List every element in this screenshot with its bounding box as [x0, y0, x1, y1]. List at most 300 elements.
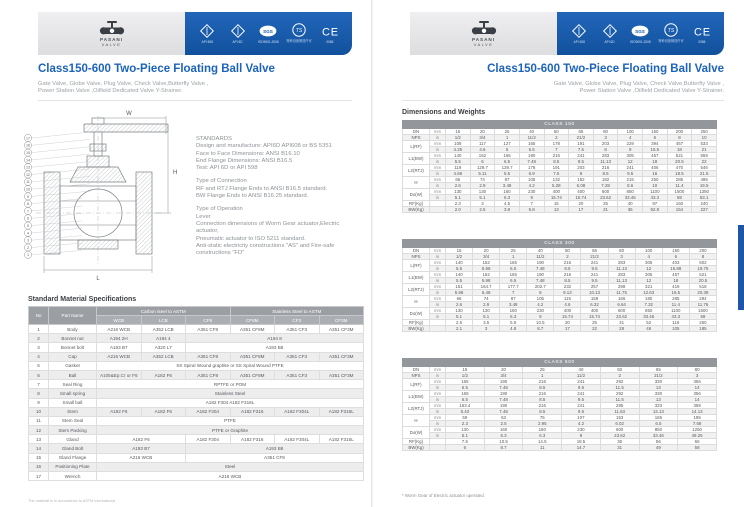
dim-value: 16.5	[662, 290, 689, 296]
part-name: Bonnet bolt	[49, 343, 97, 352]
dim-value: 119	[446, 165, 471, 171]
dim-value: 4	[635, 254, 662, 260]
material-grade-header: CF8	[186, 316, 231, 325]
dim-value: 241	[618, 165, 643, 171]
dim-value: 75	[523, 415, 562, 421]
dim-value: 7.5	[446, 439, 485, 445]
callout-number: 11	[26, 180, 30, 185]
dim-value: 292	[600, 391, 639, 397]
dim-value: 15.74	[544, 195, 569, 201]
unit-label: mm	[430, 248, 446, 254]
dim-value: 23.62	[608, 314, 635, 320]
ce-mark-icon	[693, 24, 711, 38]
dim-value: 160	[495, 189, 520, 195]
part-name: Gland	[49, 435, 97, 444]
callout-number: 12	[26, 172, 30, 177]
dim-value: 118	[662, 320, 689, 326]
dim-value: 21	[692, 147, 717, 153]
part-number: 2	[29, 334, 49, 343]
standards-line: Lever	[196, 213, 211, 220]
dim-value: 15	[446, 248, 473, 254]
dim-value: 11	[523, 445, 562, 451]
dim-value: 115	[554, 296, 581, 302]
dim-value: 5.1	[473, 314, 500, 320]
dim-value: 13.13	[639, 409, 678, 415]
dim-value: 3	[470, 201, 495, 207]
standards-line: RF and RTJ Flange Ends to ANSI B16.5 standard.	[196, 185, 328, 192]
dim-value: 9.5	[562, 409, 601, 415]
dim-value: 150	[662, 248, 689, 254]
dim-value: 241	[562, 379, 601, 385]
dim-value: 33.46	[639, 433, 678, 439]
callout-leader	[32, 154, 90, 160]
dim-value: 49.25	[678, 433, 717, 439]
material-value: A182 F6	[141, 407, 186, 416]
unit-label: in	[430, 433, 446, 439]
dim-value: 295	[600, 403, 639, 409]
material-value: A351 CF3M	[319, 325, 364, 334]
material-value: A351 CF8	[186, 453, 364, 462]
dim-value: 14	[678, 385, 717, 391]
api-monogram-icon	[572, 24, 586, 38]
dim-value: 130	[446, 189, 471, 195]
dim-value: 18.5	[562, 439, 601, 445]
dim-value: 7.32	[635, 302, 662, 308]
badge-ts	[656, 23, 686, 44]
unit-label: in	[430, 421, 446, 427]
dim-value: 283	[608, 260, 635, 266]
dim-value: 66	[446, 296, 473, 302]
subtitle-line: Gate Valve, Globe Valve, Plug Valve, Check Valve,Butterfly Valve ,	[38, 81, 209, 87]
material-value: A351 CF3M	[319, 370, 364, 379]
badge-api-608	[564, 24, 594, 44]
dim-value: 11.75	[608, 290, 635, 296]
material-value: A182 F316L	[319, 407, 364, 416]
dimensions-table	[402, 120, 717, 213]
table-row	[29, 472, 364, 481]
dim-value: 229	[618, 141, 643, 147]
dim-value: 50	[544, 129, 569, 135]
dim-value: 216	[523, 379, 562, 385]
dim-value: 600	[593, 189, 618, 195]
dim-value: 9	[618, 147, 643, 153]
standards-line: Face to Face Dimensions: ANSI B16.10	[196, 150, 300, 157]
dim-value: 241	[581, 272, 608, 278]
dim-value: 6.5	[500, 278, 527, 284]
dim-value: 2.6	[446, 183, 471, 189]
spec-label: L2(RTJ)	[403, 165, 430, 177]
unit-label: in	[430, 159, 446, 165]
dim-value: 3/4	[484, 373, 523, 379]
material-value: A351 CF8	[186, 370, 231, 379]
dim-value: 7.48	[484, 385, 523, 391]
dim-value: 15.74	[569, 195, 594, 201]
dim-value: 164.7	[473, 284, 500, 290]
dim-value: 25	[500, 248, 527, 254]
material-table-title: Standard Material Specifications	[28, 296, 137, 303]
dim-value: 8.5	[554, 278, 581, 284]
badge-label: 0086	[698, 39, 706, 44]
dim-value: 140	[446, 272, 473, 278]
callout-leader	[32, 147, 90, 153]
sgs-oval-icon	[631, 24, 649, 38]
spec-label: L1(BW)	[403, 272, 430, 284]
dim-value: 40	[618, 201, 643, 207]
dim-value: 5.11	[470, 171, 495, 177]
dim-value: 15.74	[554, 314, 581, 320]
dim-value: 3	[608, 254, 635, 260]
dim-value: 80	[593, 129, 618, 135]
unit-label: in	[430, 171, 446, 177]
dim-value: 6.32	[581, 302, 608, 308]
material-grade-header: CF3	[275, 316, 320, 325]
dim-value: 850	[639, 427, 678, 433]
subtitle-line: Power Station Valve ,Oilfield Dedicated Valve Y-Strainer.	[579, 88, 724, 94]
material-value: A216 WCB	[97, 453, 186, 462]
svg-text:CE: CE	[322, 26, 340, 38]
part-name: Ball	[49, 370, 97, 379]
badge-ce	[687, 24, 717, 44]
dim-value: 15	[544, 201, 569, 207]
dim-value: 5.1	[446, 195, 471, 201]
dim-value: 190	[484, 391, 523, 397]
dim-value: 33.46	[618, 195, 643, 201]
dim-value: 8.6	[618, 183, 643, 189]
unit-label: in	[430, 254, 446, 260]
dim-value: 160	[667, 201, 692, 207]
material-value: A352 LCB	[141, 325, 186, 334]
dim-value: 2.3	[446, 421, 485, 427]
dim-value: 59	[446, 415, 485, 421]
dim-value: 7.48	[484, 397, 523, 403]
dim-value: 283	[593, 153, 618, 159]
callout-number: 8	[27, 202, 29, 207]
dim-value: 28	[608, 326, 635, 332]
dim-value: 215	[618, 177, 643, 183]
dim-value: 15.88	[662, 266, 689, 272]
spec-label: Do(W)	[403, 189, 430, 201]
svg-text:TS: TS	[296, 28, 303, 34]
badge-label: ISO9001-2008	[630, 39, 651, 44]
dim-value: 3.8	[495, 207, 520, 213]
spec-label: Do(W)	[403, 308, 430, 320]
dim-value: 100	[618, 129, 643, 135]
dim-value: 285	[662, 296, 689, 302]
part-name: Small ball	[49, 398, 97, 407]
dim-value: 191	[569, 141, 594, 147]
unit-label: in	[430, 183, 446, 189]
dim-value: 20	[484, 367, 523, 373]
dim-value: 502	[689, 260, 716, 266]
unit-label: in	[430, 135, 446, 141]
dim-l-label: L	[96, 276, 100, 282]
dim-value: 6.3	[500, 314, 527, 320]
dim-value: 7.68	[678, 421, 717, 427]
dim-value: 6	[643, 135, 668, 141]
dim-value: 4.6	[554, 302, 581, 308]
dim-value: 4.2	[519, 183, 544, 189]
spec-label: BW(Kg)	[403, 326, 430, 332]
dim-value: 11.5	[600, 385, 639, 391]
dim-value: 36	[600, 439, 639, 445]
dim-value: 1500	[689, 308, 716, 314]
dim-value: 180	[635, 296, 662, 302]
dim-value: 23.62	[593, 195, 618, 201]
dim-value: 518	[689, 284, 716, 290]
material-table-footnote: The material is in accordance to ASTM International	[28, 499, 116, 503]
dim-value: 305	[635, 260, 662, 266]
dimensions-section-title: Dimensions and Weights	[402, 109, 486, 116]
dim-value: 305	[618, 153, 643, 159]
dim-value: 457	[662, 272, 689, 278]
dim-value: 18.5	[667, 171, 692, 177]
dim-value: 23.62	[600, 433, 639, 439]
dim-value: 127	[495, 141, 520, 147]
dim-value: 6.02	[600, 421, 639, 427]
dim-value: 1	[500, 254, 527, 260]
dim-value: 25	[581, 320, 608, 326]
svg-text:CE: CE	[694, 26, 712, 38]
dim-value: 650	[635, 308, 662, 314]
badge-label: 特种设备制造许可	[658, 39, 684, 43]
dim-value: 40	[562, 367, 601, 373]
unit-label: in	[430, 290, 446, 296]
material-value: A320 L7	[141, 343, 186, 352]
table-row	[29, 453, 364, 462]
dim-value: 3/4	[470, 135, 495, 141]
brand-name: PASANI	[99, 37, 123, 42]
dim-value: 43.3	[662, 314, 689, 320]
dim-value: 158	[581, 296, 608, 302]
dim-value: 130	[446, 427, 485, 433]
material-value: A182 F316	[230, 435, 275, 444]
part-name: Body	[49, 325, 97, 334]
table-row	[29, 352, 364, 361]
dim-value: 5.5	[446, 159, 471, 165]
dim-value: 8.5	[593, 171, 618, 177]
standards-line: BW Flange Ends to ANSI B16.25 standard.	[196, 193, 309, 200]
dim-value: 400	[554, 308, 581, 314]
spec-label: DN	[403, 367, 430, 373]
dim-value: 20.38	[689, 290, 716, 296]
dim-value: 7.48	[527, 266, 554, 272]
dim-value: 333	[639, 403, 678, 409]
dim-value: 65	[581, 248, 608, 254]
dim-value: 63	[484, 415, 523, 421]
callout-number: 14	[26, 158, 30, 163]
material-value: A194 8	[186, 334, 364, 343]
dim-value: 80	[608, 248, 635, 254]
dim-value: 21/2	[581, 254, 608, 260]
unit-label: mm	[430, 189, 446, 195]
table-row	[29, 325, 364, 334]
dim-value: 6.48	[473, 290, 500, 296]
table-row	[29, 444, 364, 453]
dim-value: 8	[593, 147, 618, 153]
dim-value: 8	[569, 171, 594, 177]
dim-value: 10.5	[527, 320, 554, 326]
dim-value: 400	[569, 189, 594, 195]
spec-label: L(RF)	[403, 260, 430, 272]
dim-value: 298	[608, 284, 635, 290]
standards-block	[196, 136, 362, 257]
unit-label: mm	[430, 177, 446, 183]
material-table	[28, 306, 364, 481]
spec-label: NPS	[403, 135, 430, 141]
part-name: Gland Flange	[49, 453, 97, 462]
material-value: A351 CF3	[275, 370, 320, 379]
spec-label: DN	[403, 129, 430, 135]
subtitle-line: Gate Valve, Globe Valve, Plug Valve, Check Valve,Butterfly Valve ,	[553, 81, 724, 87]
spec-label: H	[403, 177, 430, 189]
table-row	[403, 445, 717, 451]
standards-line: Anti-static electricity constructions "AS" and Fire-safe	[196, 242, 335, 249]
dim-value: 2.3	[446, 201, 471, 207]
dim-value: 3	[593, 135, 618, 141]
unit-label: mm	[430, 153, 446, 159]
spec-label: RF(Kg)	[403, 320, 430, 326]
unit-label: mm	[430, 379, 446, 385]
badge-ce	[315, 24, 345, 44]
dim-value: 9	[519, 195, 544, 201]
dim-value: 6.64	[608, 302, 635, 308]
part-name: Small spring	[49, 389, 97, 398]
dim-value: 406	[643, 165, 668, 171]
dim-value: 152	[569, 177, 594, 183]
dim-value: 5.1	[470, 195, 495, 201]
certification-band	[185, 12, 352, 55]
dim-value: 46	[635, 326, 662, 332]
dim-value: 165	[639, 415, 678, 421]
dim-value: 2.5	[446, 320, 473, 326]
dim-value: 25	[495, 129, 520, 135]
dim-value: 165	[495, 153, 520, 159]
dim-value: 7.48	[527, 278, 554, 284]
unit-label: in	[430, 314, 446, 320]
dim-value: 97	[643, 201, 668, 207]
dim-value: 4.2	[562, 421, 601, 427]
dim-value: 19.5	[692, 183, 717, 189]
dim-value: 2	[554, 254, 581, 260]
api-monogram-icon	[603, 24, 617, 38]
dim-value: 400	[581, 308, 608, 314]
dim-value: 11/2	[562, 373, 601, 379]
class-label: CLASS 600	[403, 359, 717, 367]
dim-value: 203	[569, 165, 594, 171]
dim-value: 9.5	[562, 397, 601, 403]
dim-value: 8.5	[544, 159, 569, 165]
material-value: A351 CF8	[186, 325, 231, 334]
dim-value: 533	[692, 141, 717, 147]
ts-mark-icon	[664, 23, 678, 37]
callout-number: 6	[27, 216, 29, 221]
unit-label	[430, 326, 446, 332]
dim-value: 2.9	[470, 183, 495, 189]
callout-number: 1	[27, 253, 29, 258]
spec-label: Do(W)	[403, 427, 430, 439]
part-number: 7	[29, 380, 49, 389]
part-name: Seal Ring	[49, 380, 97, 389]
part-number: 14	[29, 444, 49, 453]
material-value: A182 F6	[141, 370, 186, 379]
dim-value: 8	[667, 135, 692, 141]
col-header-no: No	[29, 307, 49, 325]
dim-value: 227	[692, 207, 717, 213]
callout-number: 17	[26, 136, 30, 141]
badge-label: API 6D	[232, 39, 243, 44]
callout-number: 10	[26, 187, 30, 192]
part-name: Wrench	[49, 472, 97, 481]
class-label: CLASS 150	[403, 121, 717, 129]
material-value: A351 CF3	[275, 325, 320, 334]
dimensions-tables-container	[402, 120, 717, 477]
dim-value: 11.4	[667, 183, 692, 189]
dim-value: 190	[484, 379, 523, 385]
dim-value: 285	[667, 177, 692, 183]
dim-value: 8.5	[523, 409, 562, 415]
table-row	[29, 407, 364, 416]
material-value: A351 CF8M	[230, 352, 275, 361]
callout-leader	[32, 162, 90, 168]
dim-value: 160	[484, 427, 523, 433]
dim-value: 10	[692, 135, 717, 141]
dim-value: 1500	[667, 189, 692, 195]
dim-value: 152	[473, 260, 500, 266]
dim-value: 7.28	[593, 183, 618, 189]
dim-value: 80	[678, 367, 717, 373]
dim-value: 200	[667, 129, 692, 135]
dim-value: 152	[473, 272, 500, 278]
dim-value: 1	[495, 135, 520, 141]
dim-value: 6.43	[446, 409, 485, 415]
callout-number: 7	[27, 209, 29, 214]
spec-label: L(RF)	[403, 379, 430, 391]
standards-line: Design and manufacture: API6D API608 or BS 5351	[196, 143, 332, 150]
material-value: SS Spiral Wound graphite or SS Spiral Wound PTFE	[97, 361, 364, 370]
unit-label: mm	[430, 296, 446, 302]
svg-text:SGS: SGS	[263, 28, 274, 34]
spec-label: NPS	[403, 373, 430, 379]
dim-value: 9	[527, 314, 554, 320]
material-value: A351 CF8	[186, 352, 231, 361]
material-value: A351 CF8M	[230, 325, 275, 334]
dim-value: 216	[544, 153, 569, 159]
dim-value: 11.13	[608, 278, 635, 284]
spec-label: L(RF)	[403, 141, 430, 153]
callout-number: 4	[27, 231, 29, 236]
dim-value: 14.13	[678, 409, 717, 415]
part-number: 13	[29, 435, 49, 444]
unit-label: mm	[430, 129, 446, 135]
dim-value: 9.13	[554, 290, 581, 296]
dim-value: 7.5	[569, 147, 594, 153]
dim-value: 107	[562, 415, 601, 421]
dim-value: 457	[643, 153, 668, 159]
dim-value: 250	[689, 320, 716, 326]
dim-value: 105	[527, 296, 554, 302]
part-number: 10	[29, 407, 49, 416]
part-number: 17	[29, 472, 49, 481]
dim-value: 6.5	[446, 397, 485, 403]
material-value: RPTFE or POM	[97, 380, 364, 389]
dim-value: 4	[618, 135, 643, 141]
dim-value: 14.5	[523, 439, 562, 445]
dim-value: 7	[500, 290, 527, 296]
dim-value: 130	[470, 189, 495, 195]
dim-value: 160	[523, 427, 562, 433]
dim-value: 6	[446, 445, 485, 451]
dim-value: 165	[446, 391, 485, 397]
